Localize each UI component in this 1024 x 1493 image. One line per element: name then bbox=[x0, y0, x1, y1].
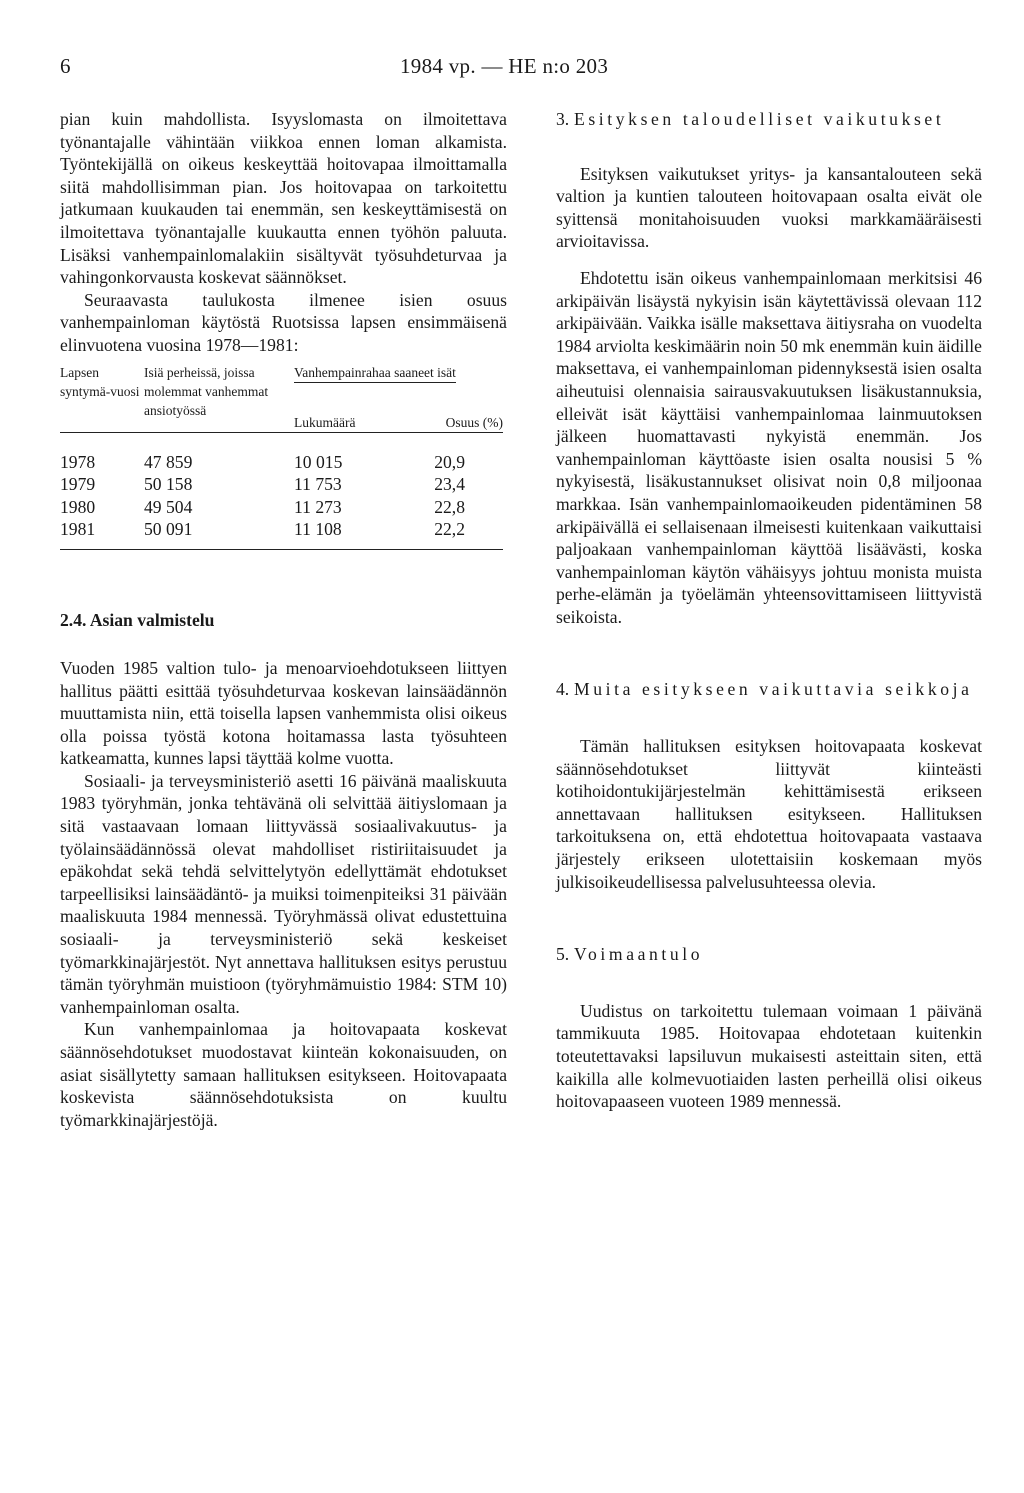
paragraph: Sosiaali- ja terveysministeriö asetti 16 päivänä maaliskuuta 1983 työryhmän, jonka tehtävänä oli selvittää äitiyslomaan ja sitä vastaavaan lomaan liittyvässä sosiaalivakuutus- ja työlainsäädännössä olevat mahdolliset ristiriitaisuudet ja epäkohdat sekä tehdä selvittelytyön edellyttämät ehdotukset tarpeellisiksi lainsäädäntö- ja muiksi toimenpiteiksi 31 päivään maaliskuuta 1984 mennessä. Työryhmässä olivat edustettuina sosiaali- ja terveysministeriö sekä keskeiset työmarkkinajärjestöt. Nyt annettava hallituksen esitys perustuu tämän työryhmän muistioon (työryhmämuistio 1984: STM 10) vanhempainloman osalta. bbox=[60, 770, 507, 1017]
cell-count: 11 753 bbox=[294, 474, 342, 495]
table-row bbox=[60, 432, 503, 473]
section-number: 3. bbox=[556, 109, 570, 129]
cell-count: 10 015 bbox=[294, 451, 343, 472]
paragraph: Kun vanhempainlomaa ja hoitovapaata koskevat säännösehdotukset muodostavat kiinteän kokonaisuuden, on asiat sisällytetty samaan hallituksen esitykseen. Hoitovapaata koskevista säännösehdotuksista on kuultu työmarkkinajärjestöjä. bbox=[60, 1019, 507, 1130]
paragraph: Vuoden 1985 valtion tulo- ja menoarvioehdotukseen liittyen hallitus päätti esittää työsuhdeturvaa koskevan lainsäädännön muuttamista niin, että toisella lapsen vanhemmista olisi oikeus olla poissa työstä kotona hoitamassa lasta työsuhteen katkeamatta, kunnes lapsi täyttää kolme vuotta. bbox=[60, 657, 507, 769]
table-row bbox=[60, 496, 503, 519]
cell-year: 1980 bbox=[60, 496, 96, 517]
cell-share: 20,9 bbox=[434, 451, 465, 472]
section-heading-3 bbox=[556, 108, 982, 131]
table-row bbox=[60, 473, 503, 496]
section-title: Esityksen taloudelliset vaikutukset bbox=[574, 109, 945, 129]
cell-share: 22,2 bbox=[434, 519, 465, 540]
cell-fathers: 49 504 bbox=[144, 496, 193, 517]
section-title: Muita esitykseen vaikuttavia seikkoja bbox=[574, 679, 973, 700]
cell-year: 1981 bbox=[60, 519, 96, 540]
section-heading-2-4: 2.4. Asian valmistelu bbox=[60, 609, 215, 630]
cell-fathers: 50 158 bbox=[144, 474, 193, 495]
header-birth-year: Lapsen syntymä-vuosi bbox=[60, 364, 140, 399]
section-title: Voimaantulo bbox=[574, 944, 704, 965]
header-group: Vanhempainrahaa saaneet isät bbox=[294, 363, 503, 383]
section-number: 5. bbox=[556, 944, 570, 965]
running-head: 1984 vp. — HE n:o 203 bbox=[400, 54, 609, 78]
cell-fathers: 47 859 bbox=[144, 451, 193, 472]
header-count: Lukumäärä bbox=[294, 414, 356, 430]
header-share: Osuus (%) bbox=[445, 414, 503, 430]
paternity-leave-table bbox=[60, 363, 503, 550]
table-row bbox=[60, 518, 503, 549]
cell-share: 23,4 bbox=[434, 474, 465, 495]
cell-year: 1979 bbox=[60, 474, 96, 495]
cell-year: 1978 bbox=[60, 451, 96, 472]
header-fathers: Isiä perheissä, joissa molemmat vanhemmat ansiotyössä bbox=[144, 364, 269, 418]
section-heading-4 bbox=[556, 678, 982, 701]
paragraph: pian kuin mahdollista. Isyyslomasta on ilmoitettava työnantajalle vähintään viikkoa ennen loman alkamista. Työntekijällä on oikeus keskeyttää hoitovapaa ilmoittamalla siitä mahdollisimman pian. Jos hoitovapaa on tarkoitettu jatkumaan kuukauden tai enemmän, sen keskeyttämisestä on ilmoitettava työnantajalle kuukautta ennen työhön paluuta. Lisäksi vanhempainlomalakiin sisältyvät työsuhdeturvaa ja vahingonkorvausta koskevat säännökset. bbox=[60, 109, 507, 288]
cell-share: 22,8 bbox=[434, 496, 465, 517]
left-column bbox=[60, 108, 507, 1131]
paragraph: Seuraavasta taulukosta ilmenee isien osuus vanhempainloman käytöstä Ruotsissa lapsen ensimmäisenä elinvuotena vuosina 1978—1981: bbox=[60, 289, 507, 355]
cell-count: 11 108 bbox=[294, 519, 342, 540]
paragraph: Tämän hallituksen esityksen hoitovapaata koskevat säännösehdotukset liittyvät kiinteästi kotihoidontukijärjestelmän kehittämisestä erikseen annettavaan hallituksen esitykseen. Hallituksen tarkoituksena on, että ehdotettua hoitovapaata vastaava järjestely erikseen ulotettaisiin koskemaan myös julkisoikeudellisessa palvelusuhteessa olevia. bbox=[556, 736, 982, 892]
paragraph: Ehdotettu isän oikeus vanhempainlomaan merkitsisi 46 arkipäivän lisäystä nykyisin isän käytettävissä olevaan 112 arkipäivään. Vaikka isälle maksettava äitiysraha on vuodelta 1984 arviolta keskimäärin noin 50 mk enemmän kuin äidille maksettava, ei vanhempainloman pidennyksestä isien osalta aiheutuisi olennaisia sairausvakuutuksen lisäkustannuksia, elleivät isät käyttäisi vanhempainlomaa lainmuutoksen jälkeen huomattavasti nykyistä enemmän. Jos vanhempainloman käyttöaste isien osalta nousisi 5 % nykyisestä, lisäkustannukset olisivat noin 0,8 miljoonaa markkaa. Isän vanhempainlomaoikeuden pidentäminen 58 arkipäivällä ei sellaisenaan ilmeisesti kuitenkaan vaikuttaisi paljoakaan vanhempainloman käyttöä lisäävästi, koska vanhempainloman käytön vähäisyys johtuu monista muista perhe-elämän ja työelämän yhteensovittamiseen liittyvistä seikoista. bbox=[556, 267, 982, 627]
paragraph: Uudistus on tarkoitettu tulemaan voimaan 1 päivänä tammikuuta 1985. Hoitovapaa ehdotetaan kuitenkin toteutettavaksi lapsiluvun mukaisesti asteittain siten, että kaikilla alle kolmevuotiaiden lasten perheillä olisi oikeus hoitovapaaseen vuoteen 1989 mennessä. bbox=[556, 1000, 982, 1112]
page-number: 6 bbox=[60, 54, 71, 78]
section-heading-5 bbox=[556, 943, 982, 966]
paragraph: Esityksen vaikutukset yritys- ja kansantalouteen sekä valtion ja kuntien talouteen hoitovapaan osalta eivät ole syittensä monitahoisuuden vuoksi markkamääräisesti arvioitavissa. bbox=[556, 163, 982, 252]
right-column bbox=[556, 108, 982, 1113]
cell-fathers: 50 091 bbox=[144, 519, 193, 540]
cell-count: 11 273 bbox=[294, 496, 342, 517]
table-header-row bbox=[60, 363, 503, 383]
section-number: 4. bbox=[556, 679, 570, 700]
